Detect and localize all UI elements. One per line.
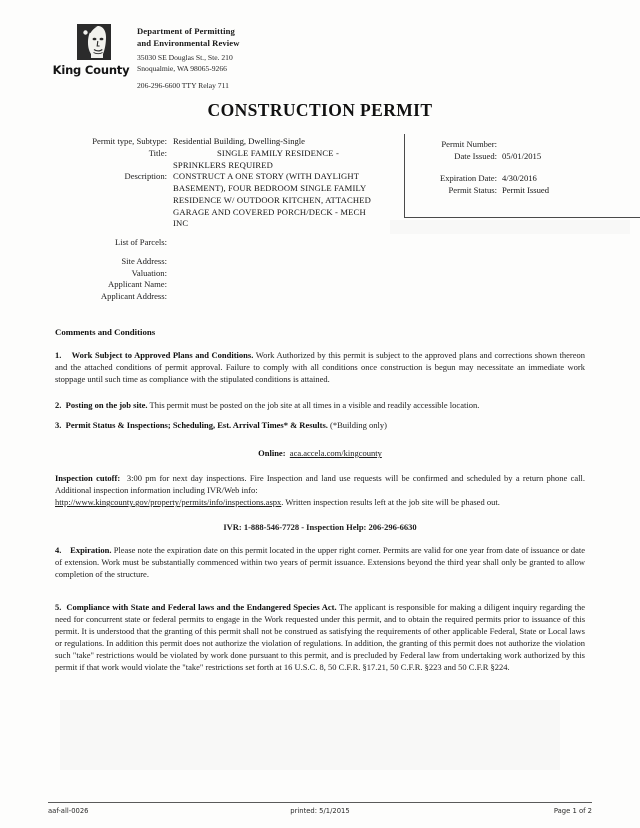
- field-label: Applicant Name:: [108, 279, 167, 290]
- section-1-number: 1.: [55, 350, 62, 360]
- condition-section-3: [55, 419, 585, 431]
- date-issued-row: [405, 150, 640, 162]
- section-5-body: The applicant is responsible for making a diligent inquiry regarding the need for concurrent state or federal permits to engage in the Work requested under this permit, and to obtain the required permits prior to issuance of this permit. It is understood that the granting of this permit shall not be construed as satisfying the requirements of other applicable Federal, State or Local laws or regulations. In addition this permit does not authorize the violation of regulations. In addition, the granting of this permit does not authorize the violation such "take" restrictions would be violated by work done pursuant to this permit, and is precluded by Federal law from undertaking work authorized by this permit if that work would violate the "take" restrictions set forth at 16 U.S.C. 8, 50 C.F.R. §17.21, 50 C.F.R. §223 and 50 C.F.R §224.: [55, 602, 585, 673]
- description-line-3: RESIDENCE W/ OUTDOOR KITCHEN, ATTACHED: [173, 194, 371, 205]
- spacer: [55, 230, 395, 237]
- department-block: [137, 24, 240, 90]
- inspection-cutoff-label: Inspection cutoff:: [55, 473, 121, 483]
- description-line-1: CONSTRUCT A ONE STORY (WITH DAYLIGHT: [173, 171, 360, 182]
- page-title: CONSTRUCTION PERMIT: [207, 100, 433, 120]
- field-applicant-name: [55, 279, 395, 291]
- field-permit-type-subtype: [55, 136, 395, 148]
- form-id: aaf-all-0026: [48, 807, 89, 815]
- section-3-number: 3.: [55, 420, 62, 430]
- field-label: List of Parcels:: [114, 237, 167, 248]
- section-1-body: Work Authorized by this permit is subject to the approved plans and corrections shown thereon and the attached conditions of permit approval. Failure to comply with all conditions once construction is begun may necessitate an immediate work stoppage until such time as compliance with the stipulated conditions is attained.: [55, 350, 586, 385]
- section-4-title: Expiration.: [70, 545, 112, 555]
- inspections-info-link[interactable]: http://www.kingcounty.gov/property/permits/info/inspections.aspx: [55, 497, 282, 508]
- field-label: Title:: [148, 147, 167, 158]
- expiration-date-value: 4/30/2016: [502, 172, 537, 183]
- date-issued-value: 05/01/2015: [502, 151, 542, 162]
- condition-section-5: [55, 601, 585, 673]
- section-4-number: 4.: [55, 545, 62, 555]
- permit-number-label: Permit Number:: [441, 139, 497, 149]
- field-label: Permit type, Subtype:: [92, 136, 167, 146]
- condition-section-1: [55, 349, 585, 385]
- permit-fields: [55, 136, 395, 303]
- section-4-body: Please note the expiration date on this permit located in the upper right corner. Permits are valid for one year from date of issuance or date of extension. Work must be substantially commenced within two years of permit issuance. Extensions beyond the third year shall only be granted to allow completion of the structure.: [55, 545, 586, 580]
- department-line-2: and Environmental Review: [137, 37, 240, 48]
- accela-portal-link[interactable]: aca.accela.com/kingcounty: [289, 448, 382, 458]
- field-label: Site Address:: [121, 255, 167, 266]
- condition-section-4: [55, 544, 585, 580]
- mlk-silhouette-logo-icon: [77, 24, 111, 60]
- permit-info-box: [404, 134, 640, 218]
- expiration-date-label: Expiration Date:: [439, 172, 497, 183]
- field-value: [173, 171, 395, 230]
- field-applicant-address: [55, 291, 395, 303]
- scan-artifact: [390, 220, 630, 234]
- field-value: Residential Building, Dwelling-Single: [173, 136, 305, 146]
- section-1-title: Work Subject to Approved Plans and Conditions.: [71, 350, 254, 360]
- inspection-cutoff-block: [55, 472, 585, 508]
- description-line-5: INC: [173, 218, 189, 229]
- field-label: Description:: [124, 171, 167, 182]
- spacer: [405, 163, 640, 172]
- section-5-title: Compliance with State and Federal laws and the Endangered Species Act.: [66, 602, 337, 612]
- king-county-logo: [52, 24, 130, 77]
- field-value: [173, 148, 395, 172]
- section-5-number: 5.: [55, 602, 62, 612]
- field-description: [55, 171, 395, 230]
- description-line-4: GARAGE AND COVERED PORCH/DECK - MECH: [173, 206, 366, 217]
- department-line-1: Department of Permitting: [137, 26, 235, 36]
- title-line-2: SPRINKLERS REQUIRED: [173, 159, 274, 170]
- page-footer: [48, 807, 592, 815]
- field-title: [55, 148, 395, 172]
- description-line-2: BASEMENT), FOUR BEDROOM SINGLE FAMILY: [173, 183, 367, 194]
- permit-number-row: [405, 138, 640, 150]
- section-2-number: 2.: [55, 400, 62, 410]
- address-line-2: Snoqualmie, WA 98065-9266: [137, 63, 227, 73]
- inspection-cutoff-tail: . Written inspection results left at the job site will be phased out.: [281, 497, 500, 508]
- expiration-date-row: [405, 172, 640, 184]
- phone-line: 206-296-6600 TTY Relay 711: [137, 80, 229, 90]
- comments-and-conditions-heading: Comments and Conditions: [55, 327, 156, 337]
- field-list-of-parcels: [55, 237, 395, 249]
- address-line-1: 35030 SE Douglas St., Ste. 210: [137, 53, 233, 63]
- spacer: [55, 249, 395, 256]
- section-3-title: Permit Status & Inspections; Scheduling, Est. Arrival Times* & Results.: [65, 420, 328, 430]
- date-issued-label: Date Issued:: [454, 151, 497, 162]
- online-label: Online:: [258, 448, 286, 458]
- section-2-title: Posting on the job site.: [65, 400, 148, 410]
- section-2-body: This permit must be posted on the job site at all times in a visible and readily accessible location.: [149, 400, 480, 410]
- permit-status-label: Permit Status:: [448, 185, 497, 196]
- ivr-contact-line: IVR: 1-888-546-7728 - Inspection Help: 206-296-6630: [223, 522, 417, 532]
- title-line-1: SINGLE FAMILY RESIDENCE -: [217, 147, 340, 158]
- condition-section-2: [55, 399, 585, 411]
- field-site-address: [55, 256, 395, 268]
- field-label: Valuation:: [131, 267, 167, 278]
- online-scheduling-line: [55, 447, 585, 459]
- letterhead: [52, 24, 240, 90]
- field-label: Applicant Address:: [100, 291, 167, 302]
- inspection-cutoff-body: 3:00 pm for next day inspections. Fire Inspection and land use requests will be confirmed and scheduled by a return phone call. Additional inspection information including IVR/Web info:: [55, 473, 586, 496]
- page-number: Page 1 of 2: [553, 807, 592, 815]
- scan-artifact: [60, 700, 560, 770]
- footer-divider: [48, 802, 592, 803]
- permit-status-row: [405, 184, 640, 196]
- section-3-note: (*Building only): [330, 420, 387, 430]
- printed-date: printed: 5/1/2015: [290, 807, 350, 815]
- status-badge: Permit Issued: [502, 185, 550, 196]
- king-county-wordmark: King County: [52, 63, 130, 77]
- field-valuation: [55, 268, 395, 280]
